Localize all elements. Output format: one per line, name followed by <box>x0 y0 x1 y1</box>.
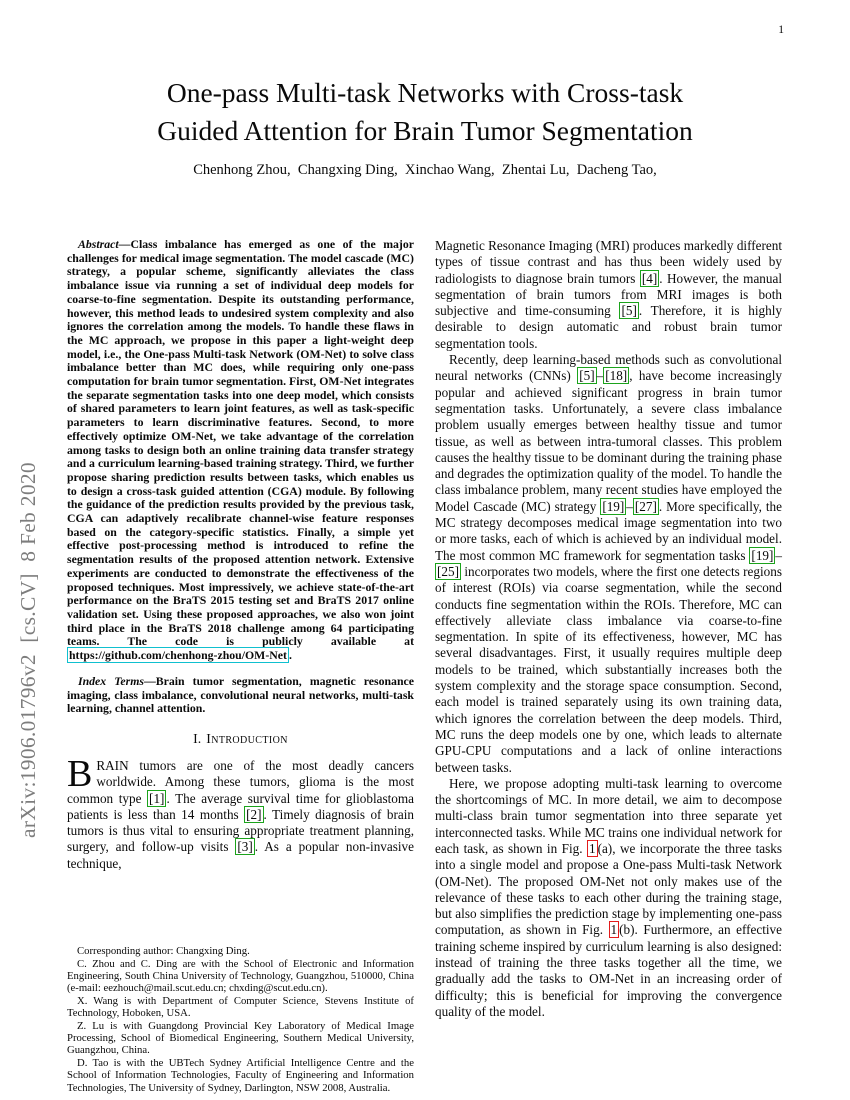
citation-link[interactable]: [18] <box>605 368 628 384</box>
citation-link[interactable]: [27] <box>634 498 657 514</box>
authors-line: Chenhong Zhou, Changxing Ding, Xinchao Wang, Zhentai Lu, Dacheng Tao, <box>193 162 657 178</box>
text-run: . <box>288 648 292 663</box>
text-run: Magnetic Resonance Imaging (MRI) produces markedly different types of tissue contrast and has thus been widely used by radiologists to diagnose brain tumors <box>435 238 782 286</box>
url-link[interactable]: https://github.com/chenhong-zhou/OM-Net <box>69 648 287 663</box>
drop-cap: B <box>67 752 93 795</box>
text-run: . Therefore, it is highly desirable to design automatic and robust brain tumor segmentation tools. <box>435 303 782 351</box>
footnote-corresponding-author: Corresponding author: Changxing Ding. <box>77 945 250 958</box>
citation-link[interactable]: [1] <box>149 790 165 806</box>
citation-link[interactable]: [3] <box>237 839 253 855</box>
text-run: . Timely diagnosis of brain tumors is thus vital to ensuring appropriate treatment planning, surgery, and follow-up visits <box>67 806 414 855</box>
footnote-affiliation-lu: Z. Lu is with Guangdong Provincial Key Laboratory of Medical Image Processing, School of Biomedical Engineering, Southern Medical University, Guangzhou, China. <box>67 1019 414 1057</box>
intro-paragraph <box>67 752 414 872</box>
citation-link[interactable]: [5] <box>621 303 637 319</box>
section-number: I. <box>193 730 202 746</box>
title-line-2: Guided Attention for Brain Tumor Segmentation <box>157 115 693 146</box>
citation-link[interactable]: [4] <box>641 270 658 286</box>
text-run: Here, we propose adopting multi-task learning to overcome the shortcomings of MC. In more detail, we aim to decompose multi-class brain tumor segmentation into three separate yet interconnected tasks. While MC trains one individual network for each task, as shown in Fig. <box>435 775 782 856</box>
text-run: . However, the manual segmentation of brain tumors from MRI images is both subjective and time-consuming <box>435 270 782 319</box>
text-run: Recently, deep learning-based methods such as convolutional neural networks (CNNs) <box>435 352 782 384</box>
footnote-affiliation-wang: X. Wang is with Department of Computer Science, Stevens Institute of Technology, Hoboken, USA. <box>67 994 414 1020</box>
citation-link[interactable]: [19] <box>602 498 625 514</box>
paragraph-multitask-proposal <box>435 776 782 1020</box>
left-column <box>67 238 414 1094</box>
index-terms-paragraph <box>67 675 414 716</box>
section-title: Introduction <box>206 730 288 746</box>
text-run: —Brain tumor segmentation, magnetic resonance imaging, class imbalance, convolutional neural networks, multi-task learning, channel attention. <box>67 673 414 716</box>
text-run: – <box>775 547 782 563</box>
right-column <box>435 238 782 1094</box>
text-run: – <box>596 368 604 384</box>
intro-paragraph-text <box>67 752 414 871</box>
text-run: . The average survival time for glioblastoma patients is less than 14 months <box>67 790 414 822</box>
paragraph-mri-motivation <box>435 238 782 352</box>
abstract-paragraph <box>67 238 414 663</box>
two-column-body <box>67 238 783 1094</box>
text-run: , have become increasingly popular and achieved significant progress in brain tumor segmentation tasks. Unfortunately, a severe class imbalance problem usually emerges between healthy tissue and tumor tissue, as well as between intra-tumoral classes. This problem causes the healthy tissue to be dominant during the training phase and degrades the optimization quality of the model. To handle the class imbalance problem, many recent studies have employed the Model Cascade (MC) strategy <box>435 368 782 514</box>
title-line-1: One-pass Multi-task Networks with Cross-task <box>166 77 684 108</box>
text-run: (a), we incorporate the three tasks into a single model and propose a One-pass Multi-task Network (OM-Net). The proposed OM-Net not only makes use of the relevance of these tasks to each other during the training stage, but also simplifies the prediction stage by implementing one-pass computation, as shown in Fig. <box>435 840 783 938</box>
citation-link[interactable]: [2] <box>246 806 262 822</box>
paragraph-class-imbalance-mc <box>435 352 782 776</box>
arxiv-watermark: arXiv:1906.01796v2 [cs.CV] 8 Feb 2020 <box>16 462 40 838</box>
text-run: RAIN tumors are one of the most deadly cancers worldwide. Among these tumors, glioma is the most common type <box>67 757 414 806</box>
text-run: – <box>626 498 633 514</box>
text-run: . More specifically, the MC strategy decomposes medical image segmentation into two or more tasks, each of which is achieved by an individual model. The most common MC framework for segmentation tasks <box>435 498 782 563</box>
citation-link[interactable]: [5] <box>579 368 595 384</box>
text-run: . As a popular non-invasive technique, <box>67 839 414 871</box>
citation-link[interactable]: [19] <box>751 547 774 563</box>
footnote-affiliation-tao: D. Tao is with the UBTech Sydney Artificial Intelligence Centre and the School of Information Technologies, Faculty of Engineering and Information Technologies, The University of Sydney, Darlington, NSW 2008, Australia. <box>67 1056 414 1094</box>
italic-label: Index Terms <box>78 673 144 688</box>
text-run: (b). Furthermore, an effective training scheme inspired by curriculum learning is also designed: instead of training the three tasks together all the time, we gradually add the tasks to OM-Net in an increasing order of difficulty; this is beneficial for improving the convergence quality of the model. <box>435 922 783 1019</box>
paper-title <box>0 74 850 150</box>
italic-label: Abstract <box>78 237 119 251</box>
footnote-affiliation-zhou-ding: C. Zhou and C. Ding are with the School of Electronic and Information Engineering, South China University of Technology, Guangzhou, 510000, China (e-mail: eezhouch@mail.scut.edu.cn; chxding@scut.edu.cn). <box>67 957 414 995</box>
text-run: incorporates two models, where the first one detects regions of interest (ROIs) via coarse segmentation, while the second conducts fine segmentation within the ROIs. Therefore, MC can effectively alleviate class imbalance via coarse-to-fine segmentation. In spite of its effectiveness, however, MC has several disadvantages. First, it usually requires multiple deep models to be trained, which substantially increases both the system complexity and the storage space consumption. Second, each model is trained separately using its own training data, which ignores the correlation between the deep models. Third, MC runs the deep models one by one, which leads to alternate GPU-CPU computations and a lack of online interactions between tasks. <box>435 563 782 775</box>
figure-link[interactable]: 1 <box>588 840 596 856</box>
section-heading-introduction <box>67 731 414 747</box>
page-number: 1 <box>778 24 784 36</box>
footnotes-block <box>67 945 414 1094</box>
citation-link[interactable]: [25] <box>437 563 459 579</box>
text-run: —Class imbalance has emerged as one of the major challenges for medical image segmentation. The model cascade (MC) strategy, a popular scheme, significantly alleviates the class imbalance issue via running a set of individual deep models for coarse-to-fine segmentation. Despite its outstanding performance, however, this method leads to undesired system complexity and also ignores the correlation among the models. To handle these flaws in the MC approach, we propose in this paper a light-weight deep model, i.e., the One-pass Multi-task Network (OM-Net) to solve class imbalance better than MC does, while requiring only one-pass computation for brain tumor segmentation. First, OM-Net integrates the separate segmentation tasks into one deep model, which consists of shared parameters to learn joint features, as well as task-specific parameters to learn discriminative features. Second, to more effectively optimize OM-Net, we take advantage of the correlation among tasks to design both an online training data transfer strategy and a curriculum learning-based training strategy. Third, we further propose sharing prediction results between tasks, which enables us to design a cross-task guided attention (CGA) module. By following the guidance of the prediction results provided by the previous task, CGA can adaptively recalibrate channel-wise feature responses based on the category-specific statistics. Finally, a simple yet effective post-processing method is introduced to refine the segmentation results of the proposed attention network. Extensive experiments are conducted to demonstrate the effectiveness of the proposed techniques. Most impressively, we achieve state-of-the-art performance on the BraTS 2015 testing set and BraTS 2017 online validation set. Using these proposed approaches, we also won joint third place in the BraTS 2018 challenge among 64 participating teams. The code is publicly available at <box>67 237 414 649</box>
figure-link[interactable]: 1 <box>610 922 618 938</box>
